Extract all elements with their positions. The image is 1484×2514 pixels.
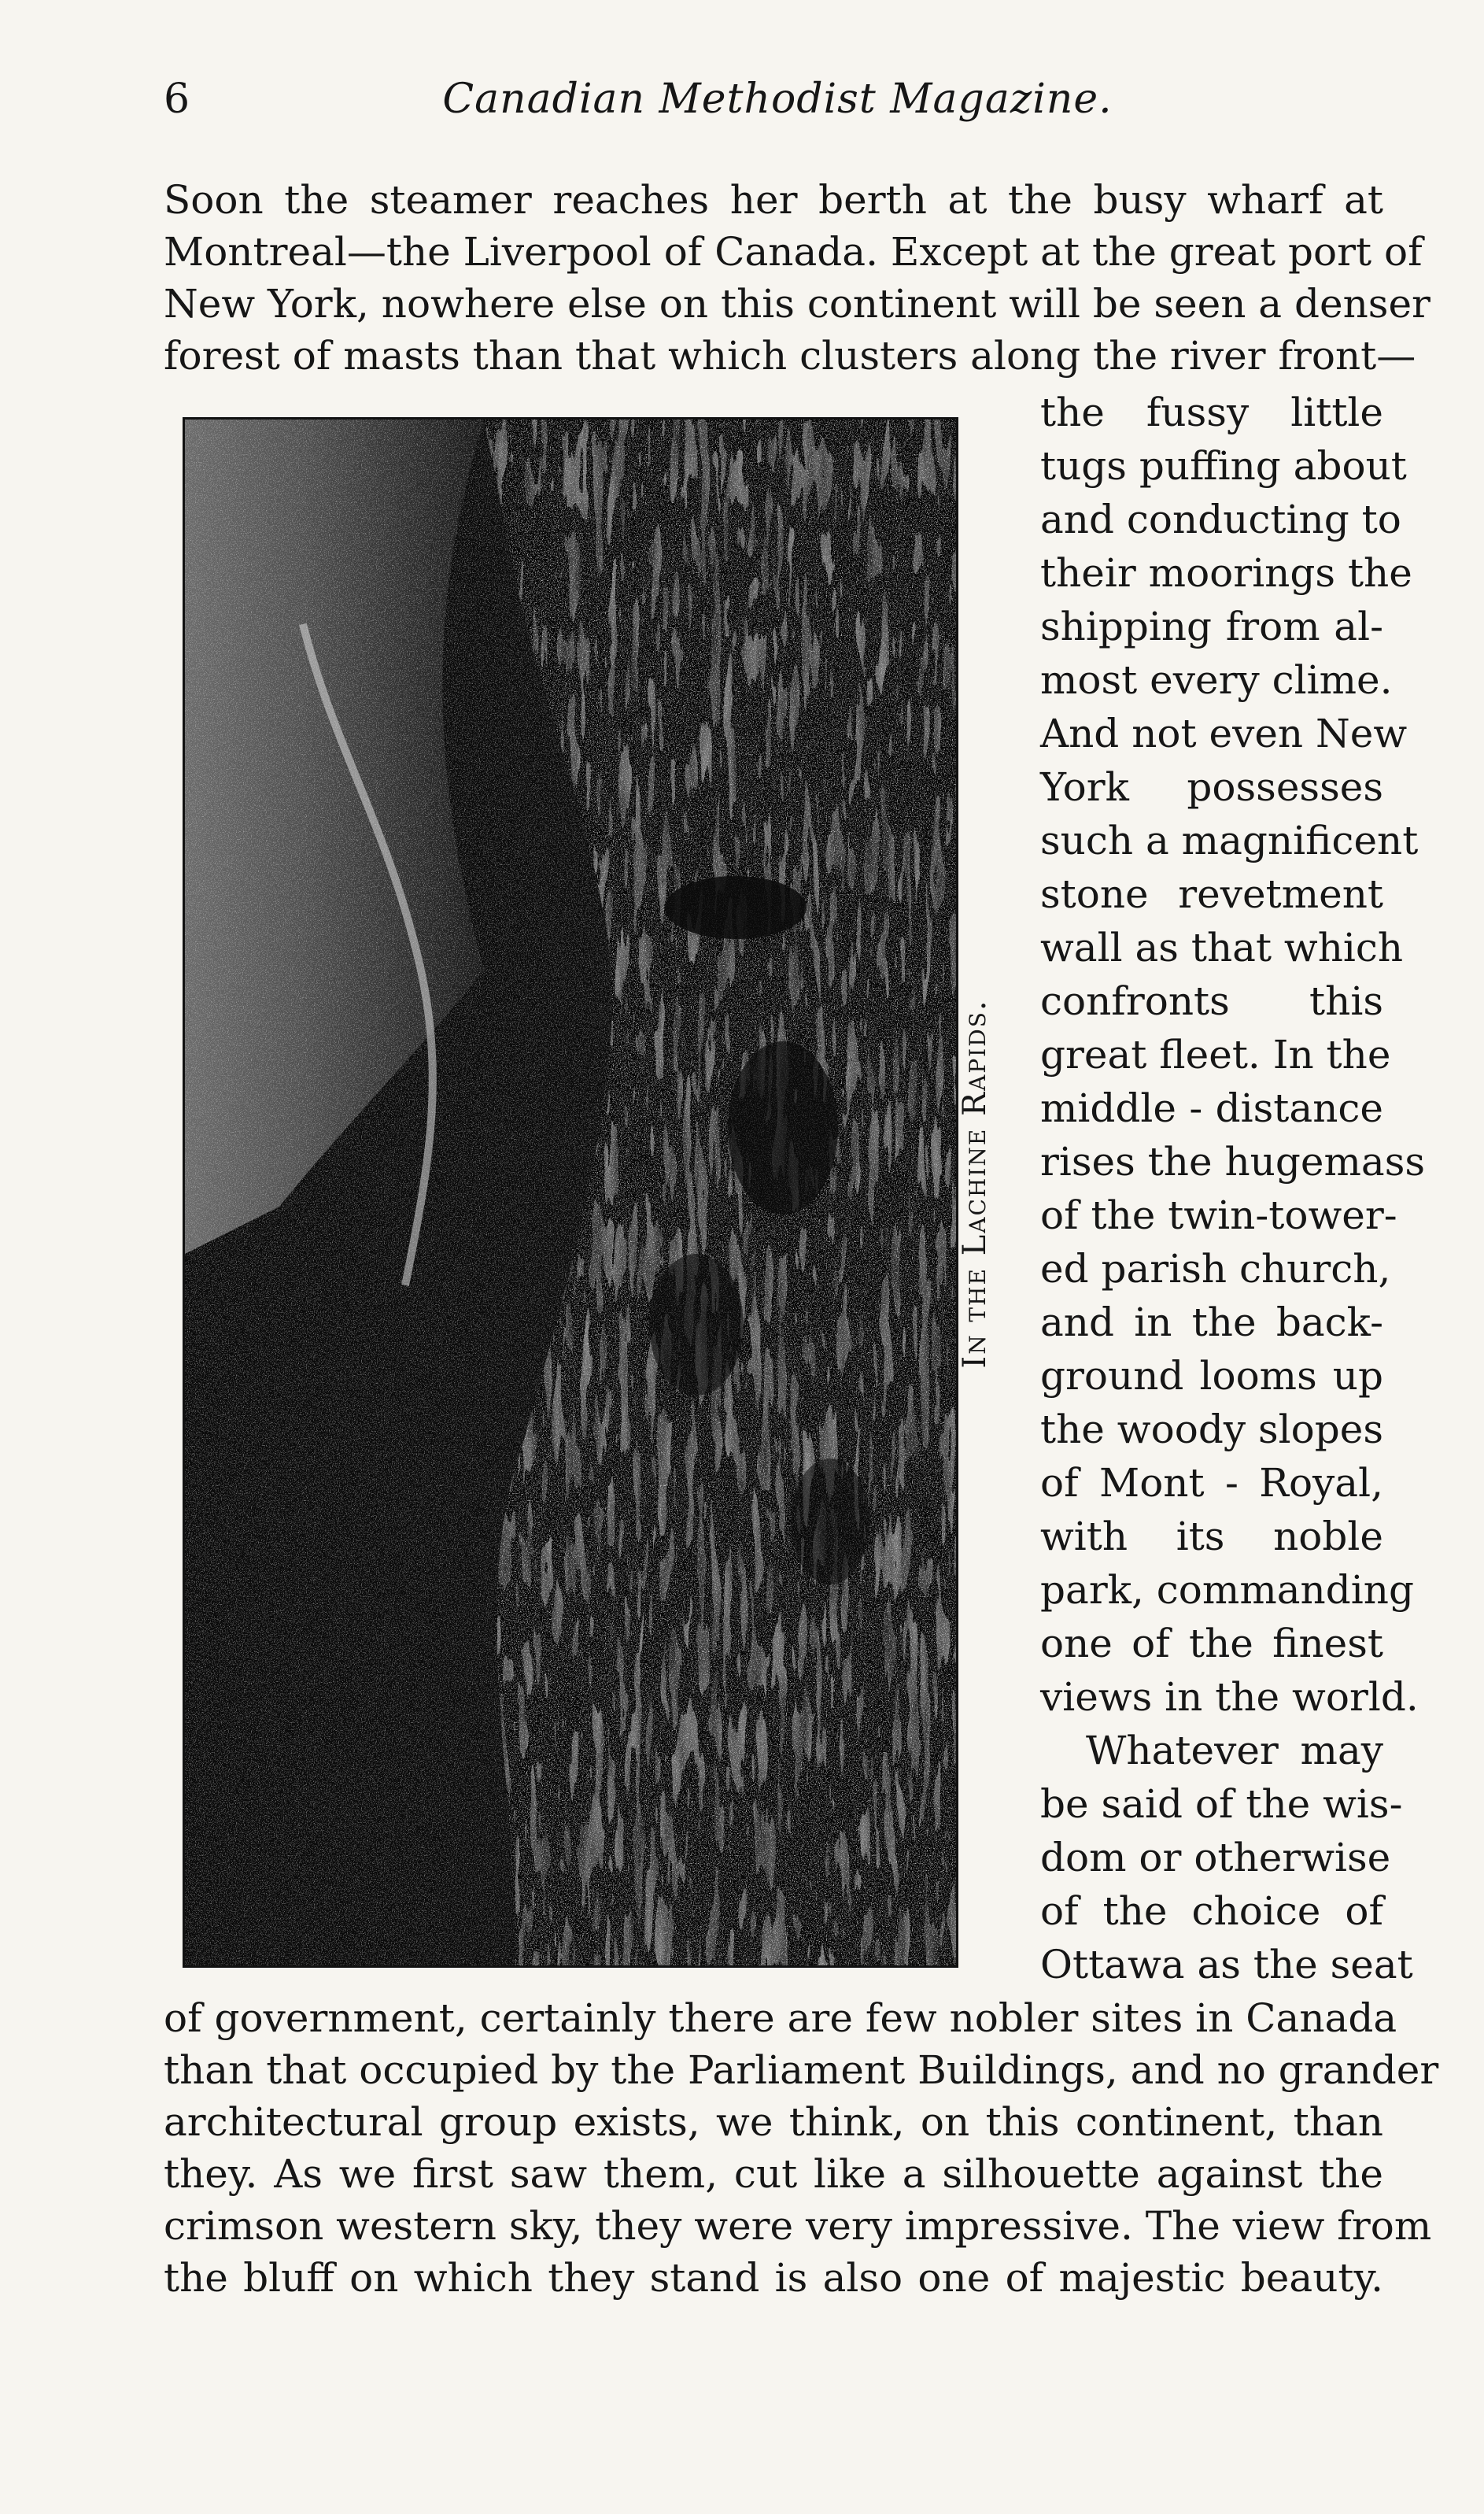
text-line: architectural group exists, we think, on this continent, than — [164, 2099, 1383, 2145]
text-line: Soon the steamer reaches her berth at the busy wharf at — [164, 177, 1383, 223]
text-line: stone revetment — [1040, 871, 1383, 917]
text-line: tugs puffing about — [1040, 443, 1407, 489]
page-number: 6 — [164, 76, 190, 123]
text-line: Whatever may — [1086, 1728, 1383, 1773]
text-line: and conducting to — [1040, 497, 1401, 542]
text-line: New York, nowhere else on this continent will be seen a denser — [164, 281, 1430, 327]
text-line: confronts this — [1040, 978, 1383, 1024]
text-line: such a magnificent — [1040, 818, 1419, 863]
text-line: of the choice of — [1040, 1888, 1383, 1934]
text-line: they. As we first saw them, cut like a silhouette against the — [164, 2151, 1383, 2197]
text-line: rises the hugemass — [1040, 1139, 1426, 1185]
text-line: most every clime. — [1040, 657, 1393, 703]
text-line: ed parish church, — [1040, 1246, 1391, 1292]
text-line: Ottawa as the seat — [1040, 1942, 1413, 1987]
text-line: York possesses — [1040, 764, 1383, 810]
text-line: shipping from al- — [1040, 604, 1383, 649]
text-line: be said of the wis- — [1040, 1781, 1403, 1827]
text-line: with its noble — [1040, 1514, 1383, 1559]
text-line: of government, certainly there are few nobler sites in Canada — [164, 1995, 1397, 2041]
text-line: middle - distance — [1040, 1085, 1383, 1131]
text-line: wall as that which — [1040, 925, 1404, 970]
text-line: forest of masts than that which clusters along the river front— — [164, 333, 1416, 379]
engraving-art — [185, 420, 956, 1965]
text-line: ground looms up — [1040, 1353, 1383, 1399]
rapids-engraving — [183, 417, 958, 1968]
text-line: park, commanding — [1040, 1567, 1414, 1613]
page-header — [164, 76, 1391, 139]
text-line: the bluff on which they stand is also one of majestic beauty. — [164, 2255, 1383, 2301]
text-line: one of the finest — [1040, 1621, 1383, 1666]
text-line: of the twin-tower- — [1040, 1192, 1397, 1238]
running-title: Canadian Methodist Magazine. — [442, 76, 1113, 123]
text-line: views in the world. — [1040, 1674, 1419, 1720]
text-line: the woody slopes — [1040, 1407, 1383, 1452]
text-line: great fleet. In the — [1040, 1032, 1391, 1078]
text-line: than that occupied by the Parliament Buildings, and no grander — [164, 2047, 1439, 2093]
text-line: Montreal—the Liverpool of Canada. Except at the great port of — [164, 229, 1423, 275]
text-line: dom or otherwise — [1040, 1835, 1391, 1880]
text-line: their moorings the — [1040, 550, 1412, 596]
illustration-caption: In the Lachine Rapids. — [957, 999, 993, 1369]
text-line: and in the back- — [1040, 1300, 1383, 1345]
text-line: crimson western sky, they were very impressive. The view from — [164, 2203, 1432, 2249]
text-line: the fussy little — [1040, 390, 1383, 435]
text-line: And not even New — [1040, 711, 1408, 756]
text-line: of Mont - Royal, — [1040, 1460, 1383, 1506]
